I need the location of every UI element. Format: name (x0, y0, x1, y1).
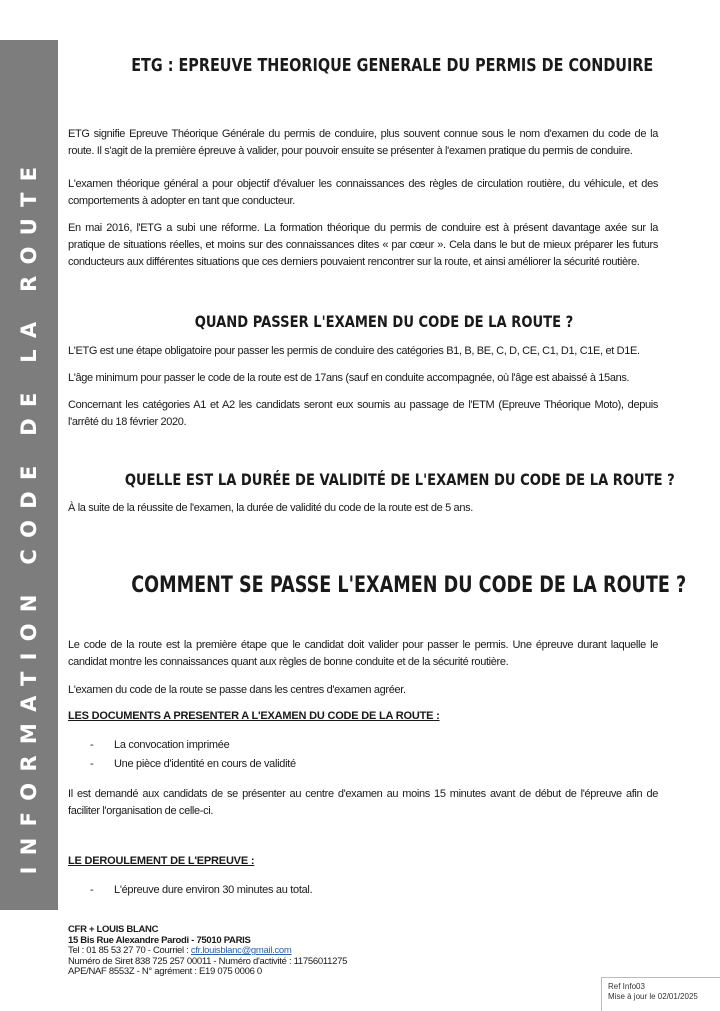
document-item-2: - Une pièce d'identité en cours de validité (90, 758, 296, 770)
quand-paragraph-3: Concernant les catégories A1 et A2 les candidats seront eux soumis au passage de l'ETM (Epreuve Théorique Moto), depuis l'arrêté du 18 février 2020. (68, 399, 658, 428)
document-item-1: - La convocation imprimée (90, 739, 230, 751)
reference-updated: Mise à jour le 02/01/2025 (608, 992, 698, 1001)
comment-paragraph-2: L'examen du code de la route se passe dans les centres d'examen agréer. (68, 684, 406, 696)
side-band (0, 40, 58, 910)
comment-paragraph-1: Le code de la route est la première étape que le candidat doit valider pour passer le permis. Une épreuve durant laquelle le candidat montre les connaissances quant aux règles de bonne conduite et de la sécurité routière. (68, 639, 658, 668)
quand-paragraph-2: L'âge minimum pour passer le code de la route est de 17ans (sauf en conduite accompagnée, où l'âge est abaissé à 15ans. (68, 372, 630, 384)
reference-code: Ref Info03 (608, 982, 645, 991)
footer-contact: Tel : 01 85 53 27 70 - Courriel : cfr.louisblanc@gmail.com (68, 945, 292, 957)
page-title: ETG : EPREUVE THEORIQUE GENERALE DU PERMIS DE CONDUIRE (131, 55, 654, 76)
section-heading-validite: QUELLE EST LA DURÉE DE VALIDITÉ DE L'EXAMEN DU CODE DE LA ROUTE ? (124, 470, 675, 489)
section-heading-quand: QUAND PASSER L'EXAMEN DU CODE DE LA ROUTE ? (194, 312, 574, 331)
footer-siret: Numéro de Siret 838 725 257 00011 - Numéro d'activité : 11756011275 (68, 955, 348, 967)
reference-box (601, 977, 720, 1011)
intro-paragraph-2: L'examen théorique général a pour objectif d'évaluer les connaissances des règles de circulation routière, du véhicule, et des comportements à adopter en tant que conducteur. (68, 178, 658, 207)
footer-ape: APE/NAF 8553Z - N° agrément : E19 075 0006 0 (68, 966, 262, 978)
deroulement-item-1: - L'épreuve dure environ 30 minutes au total. (90, 884, 313, 896)
email-link[interactable]: cfr.louisblanc@gmail.com (190, 945, 292, 957)
quand-paragraph-1: L'ETG est une étape obligatoire pour passer les permis de conduire des catégories B1, B, BE, C, D, CE, C1, D1, C1E, et D1E. (68, 345, 640, 357)
intro-paragraph-3: En mai 2016, l'ETG a subi une réforme. La formation théorique du permis de conduire est à présent davantage axée sur la pratique de situations réelles, et moins sur des connaissances dites « par cœur ». Cela dans le but de mieux préparer les futurs conducteurs aux différentes situations que ces derniers pouvaient rencontrer sur la route, et ainsi améliorer la sécurité routière. (68, 222, 658, 268)
intro-paragraph-1: ETG signifie Epreuve Théorique Générale du permis de conduire, plus souvent connue sous le nom d'examen du code de la route. Il s'agit de la première épreuve à valider, pour pouvoir ensuite se présenter à l'examen pratique du permis de conduire. (68, 128, 658, 157)
validite-paragraph: À la suite de la réussite de l'examen, la durée de validité du code de la route est de 5 ans. (68, 502, 473, 514)
footer-org: CFR + LOUIS BLANC (68, 924, 159, 935)
deroulement-heading: LE DEROULEMENT DE L'EPREUVE : (68, 855, 255, 867)
footer-address: 15 Bis Rue Alexandre Parodi - 75010 PARIS (68, 934, 251, 946)
arrival-note: Il est demandé aux candidats de se présenter au centre d'examen au moins 15 minutes avant de début de l'épreuve afin de faciliter l'organisation de celle-ci. (68, 788, 658, 817)
footer (68, 925, 347, 978)
side-band-label: INFORMATION CODE DE LA ROUTE (17, 155, 41, 875)
section-heading-comment: COMMENT SE PASSE L'EXAMEN DU CODE DE LA ROUTE ? (131, 573, 687, 598)
documents-heading: LES DOCUMENTS A PRESENTER A L'EXAMEN DU CODE DE LA ROUTE : (68, 710, 440, 722)
